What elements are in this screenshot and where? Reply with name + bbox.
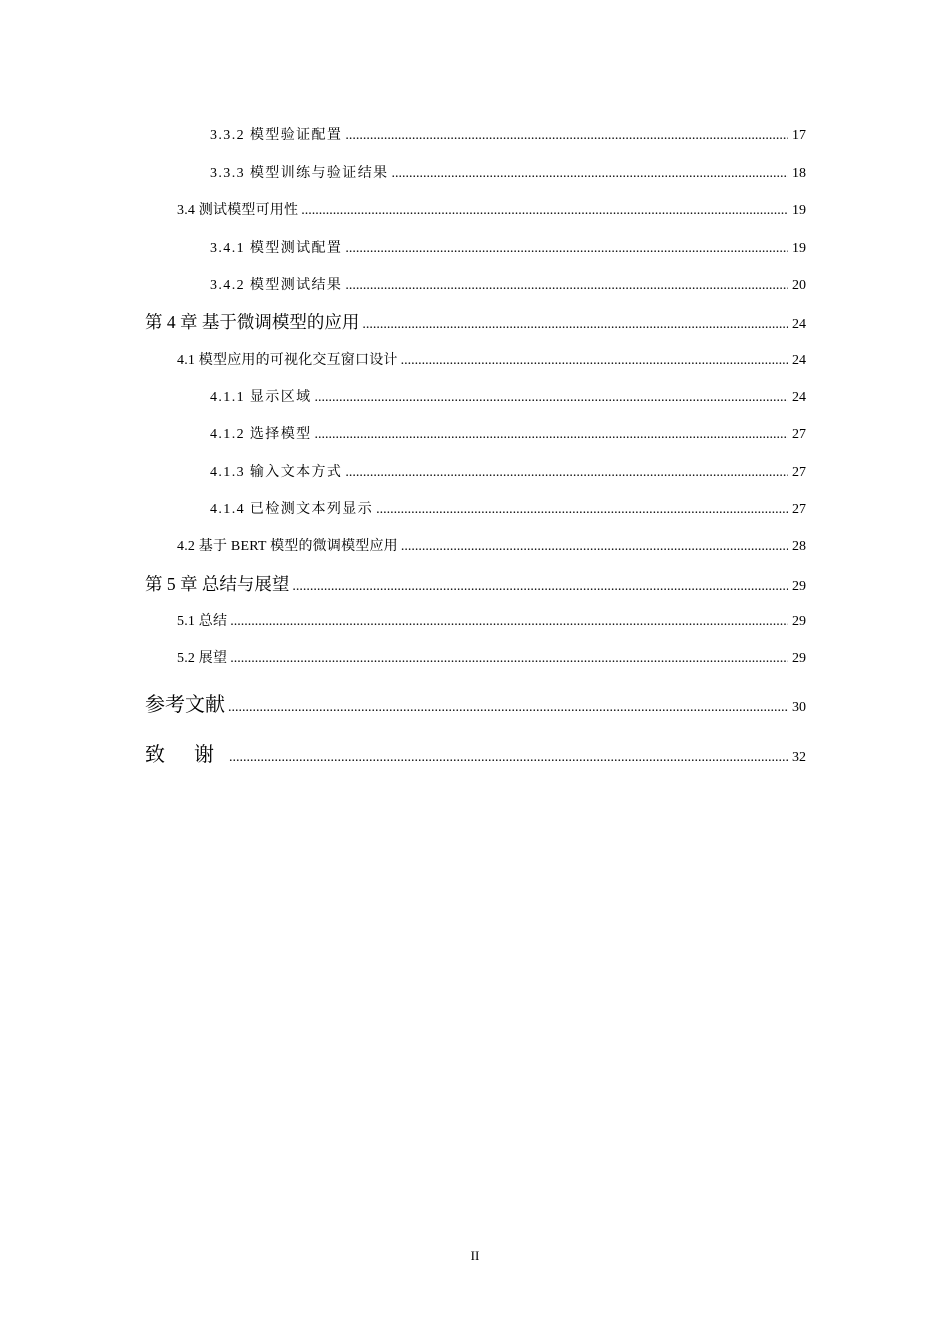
toc-entry[interactable] [210, 461, 806, 481]
page-number-footer: II [470, 1248, 480, 1263]
toc-dot-leader [345, 128, 788, 144]
toc-entry[interactable] [177, 535, 806, 555]
toc-entry[interactable] [145, 571, 806, 596]
toc-page-number: 24 [792, 353, 806, 368]
toc-entry[interactable] [177, 199, 806, 219]
toc-page-number: 18 [792, 166, 806, 181]
toc-entry-label: 3.4 测试模型可用性 [177, 203, 299, 218]
toc-entry-label: 3.4.1 模型测试配置 [210, 241, 343, 256]
toc-entry-label: 参考文献 [145, 694, 225, 716]
toc-page-number: 28 [792, 539, 806, 554]
toc-entry[interactable] [210, 423, 806, 443]
toc-dot-leader [229, 750, 788, 766]
toc-entry[interactable] [145, 309, 806, 334]
toc-entry[interactable] [145, 688, 806, 717]
toc-page-number: 29 [792, 579, 806, 594]
toc-dot-leader [315, 390, 789, 406]
toc-dot-leader [315, 427, 789, 443]
toc-entry[interactable] [210, 386, 806, 406]
toc-entry-label: 4.2 基于 BERT 模型的微调模型应用 [177, 539, 398, 554]
toc-entry-label: 4.1.3 输入文本方式 [210, 465, 343, 480]
toc-dot-leader [345, 465, 788, 481]
toc-dot-leader [301, 203, 788, 219]
toc-entry[interactable] [177, 647, 806, 667]
toc-entry-label: 第 4 章 基于微调模型的应用 [145, 312, 360, 332]
toc-entry[interactable] [210, 274, 806, 294]
toc-entry-label: 4.1.4 已检测文本列显示 [210, 502, 374, 517]
toc-entry-label: 4.1.2 选择模型 [210, 427, 312, 442]
toc-page-number: 27 [792, 465, 806, 480]
toc-dot-leader [376, 502, 788, 518]
toc-dot-leader [230, 614, 788, 630]
toc-dot-leader [401, 539, 788, 555]
toc-page-number: 17 [792, 128, 806, 143]
toc-page-number: 24 [792, 390, 806, 405]
toc-entry-label: 3.3.3 模型训练与验证结果 [210, 166, 389, 181]
toc-entry-label: 4.1 模型应用的可视化交互窗口设计 [177, 353, 398, 368]
toc-page-number: 27 [792, 427, 806, 442]
toc-dot-leader [345, 241, 788, 257]
toc-page-number: 19 [792, 241, 806, 256]
toc-entry[interactable] [210, 162, 806, 182]
toc-entry[interactable] [210, 498, 806, 518]
toc-entry-label: 5.1 总结 [177, 614, 228, 629]
toc-entry-label: 致 谢 [145, 744, 226, 766]
toc-page-number: 29 [792, 614, 806, 629]
toc-page-number: 32 [792, 750, 806, 765]
toc-entry[interactable] [210, 124, 806, 144]
toc-page-number: 29 [792, 651, 806, 666]
toc-dot-leader [362, 317, 788, 333]
toc-entry-label: 3.4.2 模型测试结果 [210, 278, 343, 293]
toc-page-number: 20 [792, 278, 806, 293]
toc-dot-leader [230, 651, 788, 667]
toc-entry[interactable] [177, 349, 806, 369]
toc-dot-leader [401, 353, 788, 369]
toc-entry[interactable] [177, 610, 806, 630]
toc-entry-label: 第 5 章 总结与展望 [145, 574, 290, 594]
toc-dot-leader [292, 579, 788, 595]
toc-page-number: 27 [792, 502, 806, 517]
toc-entry-label: 5.2 展望 [177, 651, 228, 666]
toc-page-number: 19 [792, 203, 806, 218]
toc-entry[interactable] [210, 237, 806, 257]
toc-page-number: 30 [792, 700, 806, 715]
toc-dot-leader [345, 278, 788, 294]
toc-entry[interactable] [145, 738, 806, 767]
toc-dot-leader [228, 700, 788, 716]
toc-page-number: 24 [792, 317, 806, 332]
toc-entry-label: 3.3.2 模型验证配置 [210, 128, 343, 143]
toc-dot-leader [392, 166, 789, 182]
toc-entry-label: 4.1.1 显示区域 [210, 390, 312, 405]
